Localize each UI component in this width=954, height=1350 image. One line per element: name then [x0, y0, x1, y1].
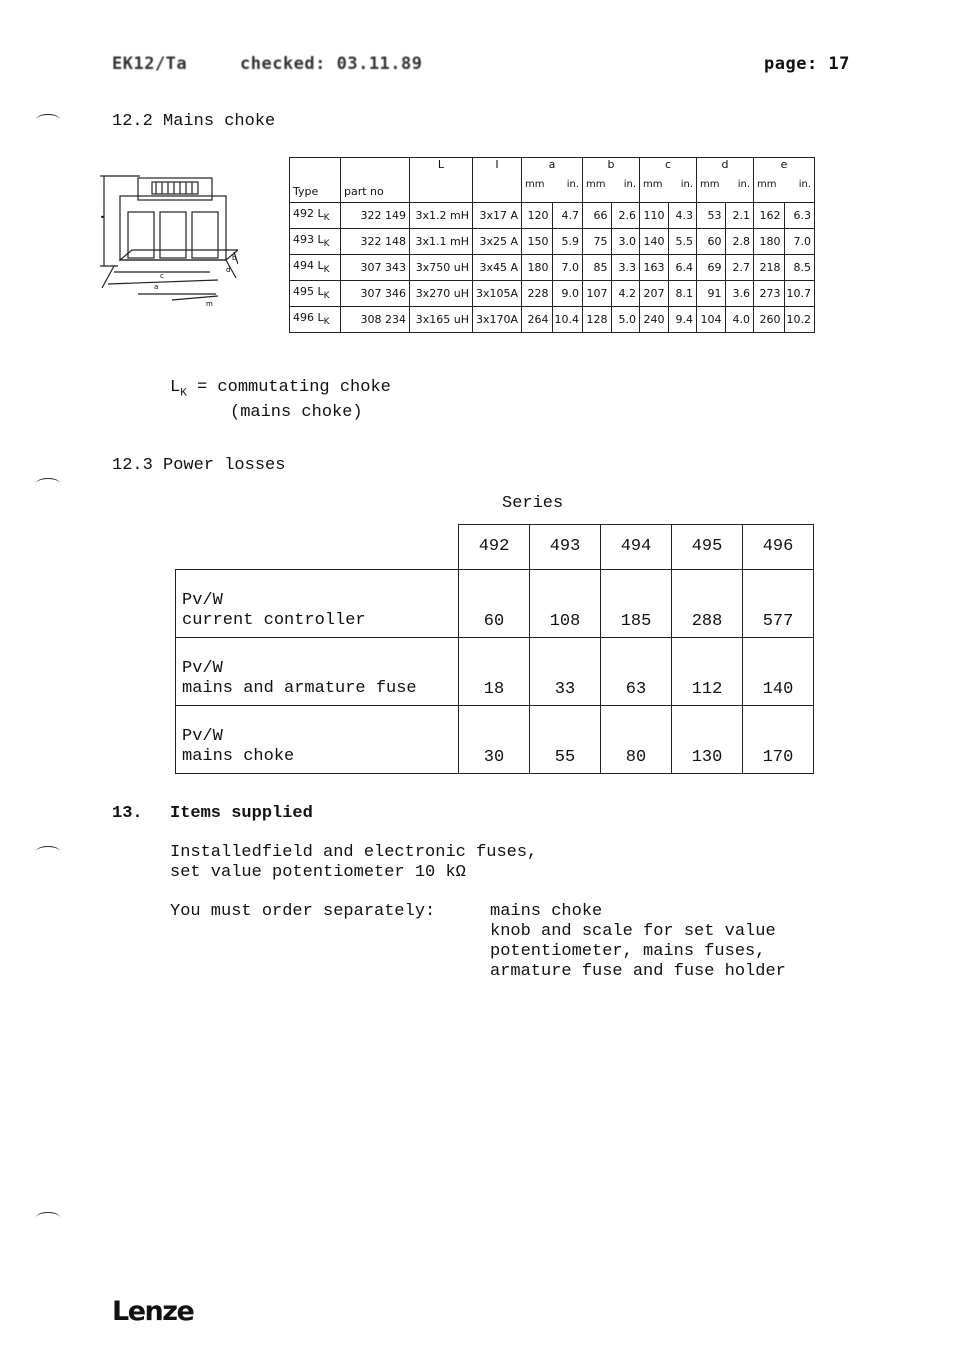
series-header: 496 [743, 525, 814, 570]
row-label: Pv/W mains choke [176, 705, 459, 773]
cell-type: 494 $L_K$ [290, 255, 341, 281]
cell-L: 3x1.1 mH [410, 229, 473, 255]
loss-value: 170 [743, 705, 814, 773]
col-c: c mm in. [640, 158, 697, 203]
diagram-label-c: c [160, 272, 164, 280]
diagram-label-dot: • [100, 213, 105, 222]
section-title-mains-choke: 12.2 Mains choke [112, 112, 276, 131]
cell-L: 3x1.2 mH [410, 203, 473, 229]
loss-value: 577 [743, 569, 814, 637]
cell-c: 110 4.3 [640, 203, 697, 229]
cell-c: 163 6.4 [640, 255, 697, 281]
loss-value: 185 [601, 569, 672, 637]
cell-b: 85 3.3 [583, 255, 640, 281]
cell-type: 495 $L_K$ [290, 281, 341, 307]
cell-type: 493 $L_K$ [290, 229, 341, 255]
order-item: potentiometer, mains fuses, [490, 942, 766, 961]
cell-part-no: 307 343 [341, 255, 410, 281]
row-label: Pv/W current controller [176, 569, 459, 637]
cell-I: 3x105A [473, 281, 522, 307]
section-number-items: 13. [112, 804, 143, 823]
loss-value: 130 [672, 705, 743, 773]
lenze-logo: Lenze [112, 1296, 194, 1327]
installed-line2: set value potentiometer 10 kΩ [170, 863, 466, 882]
cell-c: 207 8.1 [640, 281, 697, 307]
order-list [490, 902, 786, 982]
cell-c: 240 9.4 [640, 307, 697, 333]
cell-e: 218 8.5 [754, 255, 815, 281]
loss-value: 60 [459, 569, 530, 637]
col-L: L [410, 158, 473, 203]
margin-mark [36, 478, 60, 489]
cell-a: 228 9.0 [522, 281, 583, 307]
cell-e: 180 7.0 [754, 229, 815, 255]
cell-a: 120 4.7 [522, 203, 583, 229]
doc-code: EK12/Ta [112, 54, 188, 74]
series-header: 493 [530, 525, 601, 570]
cell-e: 273 10.7 [754, 281, 815, 307]
cell-e: 260 10.2 [754, 307, 815, 333]
cell-I: 3x17 A [473, 203, 522, 229]
order-item: armature fuse and fuse holder [490, 962, 786, 981]
diagram-label-m: m [206, 300, 213, 308]
col-a: a mm in. [522, 158, 583, 203]
margin-mark [36, 114, 60, 125]
legend-line2: (mains choke) [230, 403, 363, 423]
table-row [290, 255, 815, 281]
table-row [290, 307, 815, 333]
col-b: b mm in. [583, 158, 640, 203]
cell-d: 91 3.6 [697, 281, 754, 307]
series-header-row [176, 525, 814, 570]
table-row [176, 569, 814, 637]
cell-part-no: 308 234 [341, 307, 410, 333]
series-header: 492 [459, 525, 530, 570]
cell-I: 3x45 A [473, 255, 522, 281]
order-label: You must order separately: [170, 902, 436, 921]
cell-d: 53 2.1 [697, 203, 754, 229]
cell-c: 140 5.5 [640, 229, 697, 255]
installed-items [170, 843, 537, 883]
cell-type: 492 $L_K$ [290, 203, 341, 229]
cell-part-no: 322 148 [341, 229, 410, 255]
mains-choke-table [289, 157, 815, 333]
loss-value: 63 [601, 637, 672, 705]
choke-legend [170, 378, 391, 423]
cell-b: 75 3.0 [583, 229, 640, 255]
cell-a: 180 7.0 [522, 255, 583, 281]
cell-a: 150 5.9 [522, 229, 583, 255]
cell-d: 104 4.0 [697, 307, 754, 333]
loss-value: 55 [530, 705, 601, 773]
loss-value: 18 [459, 637, 530, 705]
loss-value: 288 [672, 569, 743, 637]
installed-line1: Installedfield and electronic fuses, [170, 843, 538, 862]
row-label: Pv/W mains and armature fuse [176, 637, 459, 705]
loss-value: 108 [530, 569, 601, 637]
cell-part-no: 322 149 [341, 203, 410, 229]
col-part-no: part no [341, 158, 410, 203]
cell-L: 3x750 uH [410, 255, 473, 281]
cell-part-no: 307 346 [341, 281, 410, 307]
margin-mark [36, 846, 60, 857]
table-row [290, 281, 815, 307]
diagram-label-d: d [226, 266, 231, 274]
order-item: mains choke [490, 902, 603, 921]
order-item: knob and scale for set value [490, 922, 776, 941]
cell-L: 3x270 uH [410, 281, 473, 307]
legend-line1: = commutating choke [186, 378, 391, 397]
col-I: I [473, 158, 522, 203]
cell-e: 162 6.3 [754, 203, 815, 229]
section-title-items: Items supplied [170, 804, 313, 823]
power-losses-table [175, 524, 814, 774]
loss-value: 30 [459, 705, 530, 773]
table-row [290, 229, 815, 255]
legend-symbol-sub: K [180, 387, 187, 400]
choke-drawing [98, 168, 238, 308]
page-number: page: 17 [764, 54, 850, 74]
cell-b: 66 2.6 [583, 203, 640, 229]
loss-value: 80 [601, 705, 672, 773]
legend-symbol: L [170, 378, 181, 397]
margin-mark [36, 1212, 60, 1223]
cell-a: 264 10.4 [522, 307, 583, 333]
series-header: 494 [601, 525, 672, 570]
series-label: Series [502, 494, 564, 513]
cell-d: 69 2.7 [697, 255, 754, 281]
diagram-label-b: b [232, 254, 237, 262]
series-header: 495 [672, 525, 743, 570]
checked-date: checked: 03.11.89 [240, 54, 423, 74]
table-row [176, 705, 814, 773]
col-e: e mm in. [754, 158, 815, 203]
cell-L: 3x165 uH [410, 307, 473, 333]
cell-I: 3x25 A [473, 229, 522, 255]
loss-value: 112 [672, 637, 743, 705]
cell-d: 60 2.8 [697, 229, 754, 255]
table-row [290, 203, 815, 229]
diagram-label-a: a [154, 283, 159, 291]
loss-value: 33 [530, 637, 601, 705]
col-type: Type [290, 158, 341, 203]
col-d: d mm in. [697, 158, 754, 203]
section-title-power-losses: 12.3 Power losses [112, 456, 286, 475]
cell-b: 128 5.0 [583, 307, 640, 333]
cell-b: 107 4.2 [583, 281, 640, 307]
cell-type: 496 $L_K$ [290, 307, 341, 333]
loss-value: 140 [743, 637, 814, 705]
cell-I: 3x170A [473, 307, 522, 333]
table-row [176, 637, 814, 705]
